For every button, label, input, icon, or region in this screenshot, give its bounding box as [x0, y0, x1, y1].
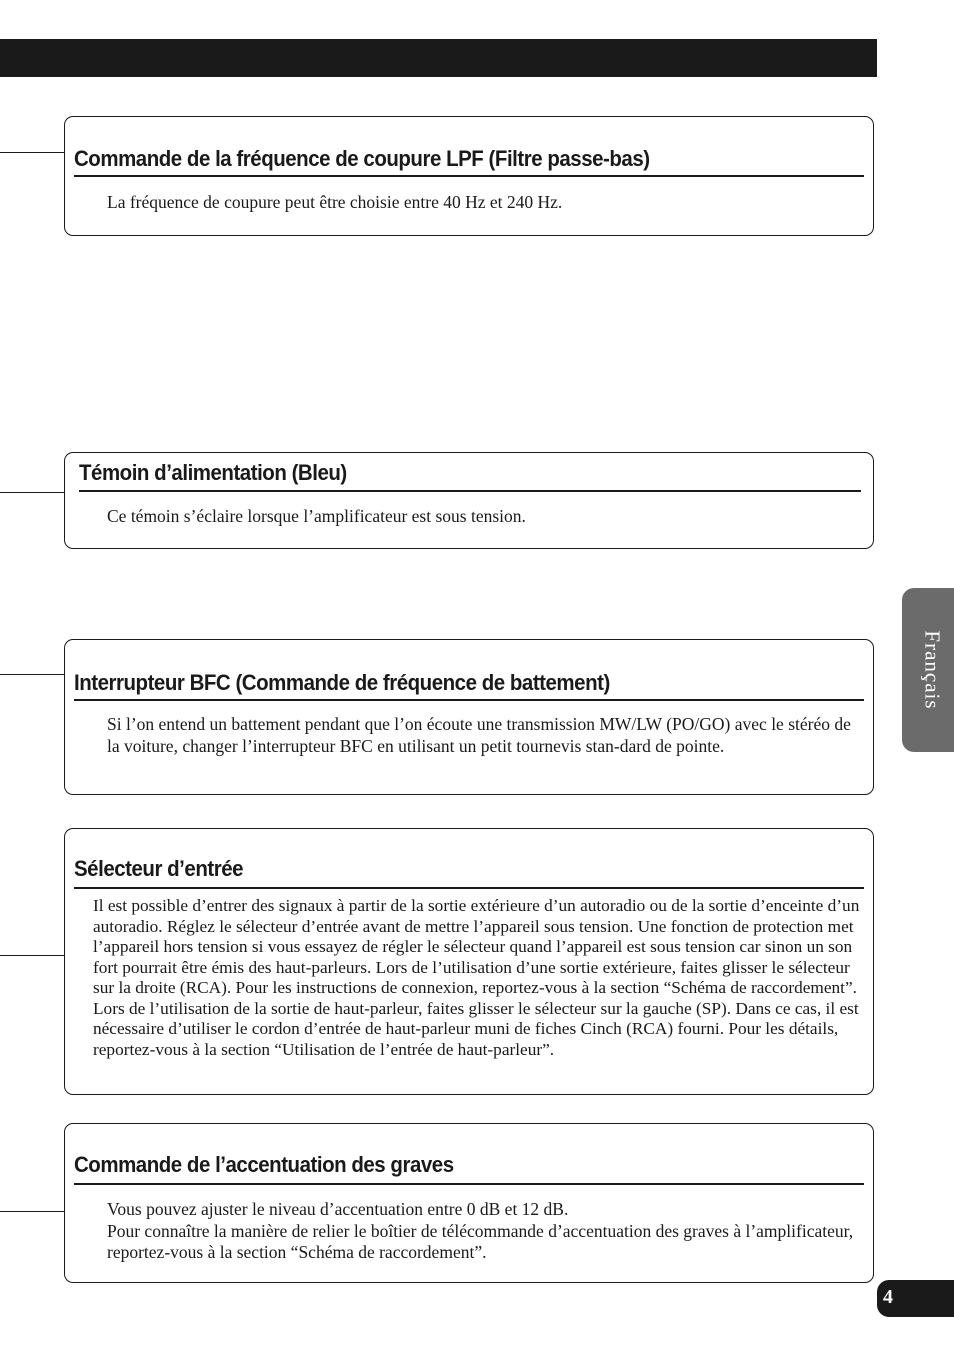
callout-line — [0, 152, 64, 153]
section-bass-boost — [64, 1123, 874, 1283]
paragraph: Vous pouvez ajuster le niveau d’accentuation entre 0 dB et 12 dB. — [107, 1199, 569, 1219]
header-bar — [0, 39, 877, 77]
paragraph: La fréquence de coupure peut être choisie entre 40 Hz et 240 Hz. — [107, 192, 563, 212]
section-power-indicator — [64, 452, 874, 549]
language-tab-label: Français — [920, 630, 945, 710]
section-body — [107, 714, 863, 757]
section-body — [107, 506, 863, 528]
title-rule — [74, 1183, 864, 1185]
section-body — [107, 192, 863, 214]
language-tab — [902, 588, 954, 752]
section-title: Témoin d’alimentation (Bleu) — [79, 460, 347, 485]
section-title: Commande de la fréquence de coupure LPF (Filtre passe-bas) — [74, 146, 650, 171]
section-lpf-cutoff — [64, 116, 874, 236]
paragraph: Pour connaître la manière de relier le boîtier de télécommande d’accentuation des graves à l’amplificateur, reportez-vous à la section “Schéma de raccordement”. — [107, 1220, 854, 1262]
paragraph: Si l’on entend un battement pendant que l’on écoute une transmission MW/LW (PO/GO) avec le stéréo de la voiture, changer l’interrupteur BFC en utilisant un petit tournevis stan-dard de pointe. — [107, 714, 851, 756]
page-number: 4 — [883, 1286, 893, 1308]
callout-line — [0, 955, 64, 956]
callout-line — [0, 492, 64, 493]
section-bfc-switch — [64, 639, 874, 795]
section-body — [93, 896, 861, 1060]
page-number-tab — [877, 1280, 954, 1317]
callout-line — [0, 1211, 64, 1212]
section-title: Interrupteur BFC (Commande de fréquence de battement) — [74, 670, 610, 695]
section-input-selector — [64, 828, 874, 1095]
section-title: Sélecteur d’entrée — [74, 856, 244, 881]
title-rule — [74, 887, 864, 889]
section-title: Commande de l’accentuation des graves — [74, 1152, 454, 1177]
paragraph: Il est possible d’entrer des signaux à partir de la sortie extérieure d’un autoradio ou de la sortie d’enceinte d’un autoradio. Réglez le sélecteur d’entrée avant de mettre l’appareil sous tension. Une fonction de protection met l’appareil hors tension si vous essayez de régler le sélecteur quand l’appareil est sous tension car sinon un son fort pourrait être émis des haut-parleurs. Lors de l’utilisation d’une sortie extérieure, faites glisser le sélecteur sur la droite (RCA). Pour les instructions de connexion, reportez-vous à la section “Schéma de raccordement”. Lors de l’utilisation de la sortie de haut-parleur, faites glisser le sélecteur sur la gauche (SP). Dans ce cas, il est nécessaire d’utiliser le cordon d’entrée de haut-parleur muni de fiches Cinch (RCA) fourni. Pour les détails, reportez-vous à la section “Utilisation de l’entrée de haut-parleur”. — [93, 896, 860, 1059]
paragraph: Ce témoin s’éclaire lorsque l’amplificateur est sous tension. — [107, 506, 526, 526]
section-body — [107, 1199, 863, 1264]
callout-line — [0, 674, 64, 675]
title-rule — [74, 175, 864, 177]
title-rule — [79, 490, 861, 492]
title-rule — [74, 699, 864, 701]
